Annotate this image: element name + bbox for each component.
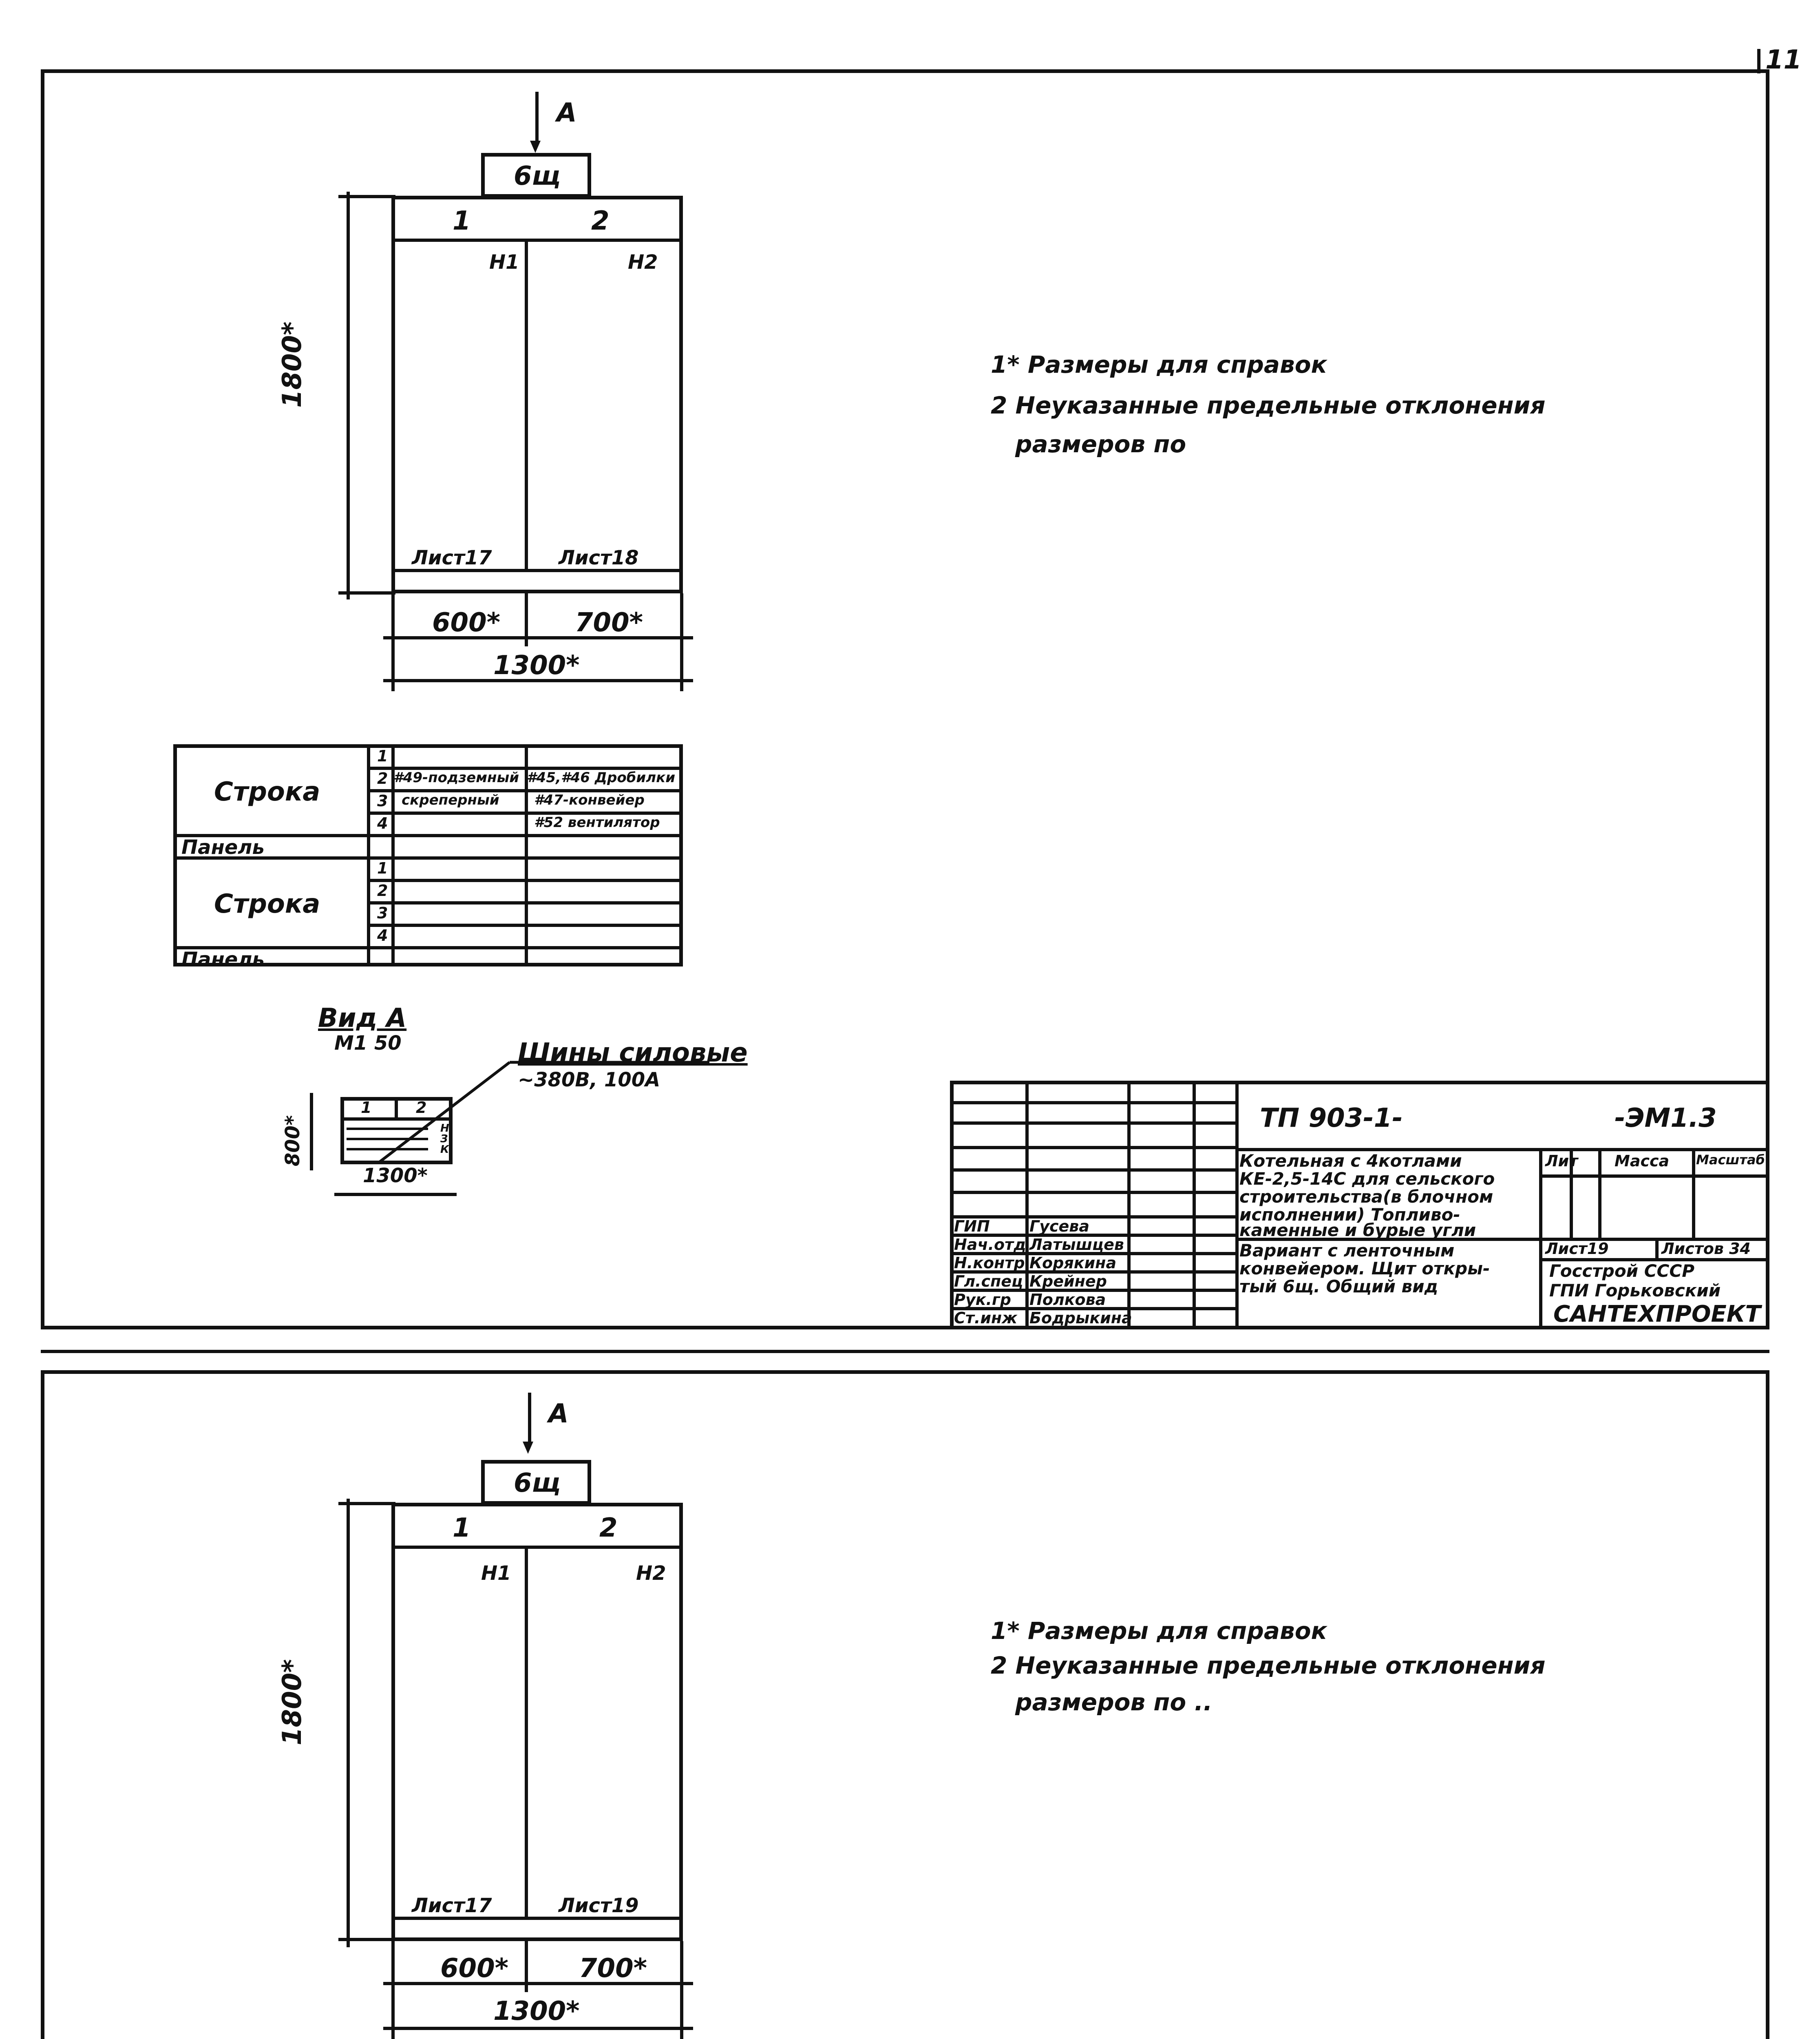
sheet-1-row-num: 2: [377, 882, 388, 900]
sheet-1-tb-role: Гл.спец: [954, 1272, 1023, 1290]
sheet-1-row-num: 1: [377, 747, 388, 765]
sheet-1-tb-desc: конвейером. Щит откры-: [1239, 1258, 1490, 1278]
sheet-1-va-width: 1300*: [363, 1164, 428, 1187]
sheet-1-tb-name: Гусева: [1029, 1217, 1089, 1235]
sheet-1-tb-name: Полкова: [1029, 1291, 1106, 1309]
sheet-1-note-1: 1* Размеры для справок: [991, 351, 1327, 378]
sheet-1-note-3: размеров по: [1015, 430, 1186, 458]
sheet-1-tb-desc: строительства(в блочном: [1239, 1187, 1493, 1207]
sheet-1-tb-org2: ГПИ Горьковский: [1549, 1280, 1721, 1300]
sheet-1-tb-sheet-code: -ЭМ1.3: [1615, 1103, 1717, 1133]
sheet-1-tb-role: Нач.отд: [954, 1236, 1026, 1254]
sheet-1-tb-org1: Госстрой СССР: [1549, 1261, 1694, 1281]
sheet-1-tb-code: ТП 903-1-: [1260, 1103, 1403, 1133]
sheet-1-tb-name: Корякина: [1029, 1254, 1117, 1272]
sheet-1-va-letter: К: [440, 1143, 449, 1156]
sheet-1-dim-600: 600*: [432, 608, 501, 638]
sheet-1-va-col1: 1: [361, 1099, 372, 1117]
sheet-1-panel-name: 6щ: [514, 161, 561, 191]
sheet-1-tb-list: Лист19: [1545, 1240, 1609, 1258]
sheet-1-va-col2: 2: [416, 1099, 427, 1117]
sheet-1-view-a-scale: М1 50: [334, 1032, 402, 1055]
sheet-1-row-label-4: Панель: [181, 948, 265, 971]
sheet-1-tb-name: Латышцев: [1029, 1236, 1124, 1254]
sheet-1-tb-name: Бодрыкина: [1029, 1309, 1132, 1327]
sheet-1-tb-desc: Вариант с ленточным: [1239, 1241, 1455, 1261]
sheet-2-note-2: 2 Неуказанные предельные отклонения: [991, 1652, 1546, 1679]
sheet-1-col1: 1: [453, 206, 471, 236]
sheet-2-dim-1300: 1300*: [493, 1996, 580, 2026]
sheet-2-sheet-left: Лист17: [412, 1894, 492, 1917]
sheet-1-tb-role: Рук.гр: [954, 1291, 1011, 1309]
sheet-1-dim-700: 700*: [575, 608, 643, 638]
sheet-1-va-height: 800*: [281, 1115, 304, 1166]
sheet-1-tb-desc: тый 6щ. Общий вид: [1239, 1276, 1438, 1296]
sheet-1-row-label-1: Строка: [214, 777, 320, 807]
sheet-1-tb-mass: Масса: [1615, 1152, 1670, 1170]
sheet-1-row-cell: #49-подземный: [393, 770, 519, 786]
sheet-1-tb-role: Ст.инж: [954, 1309, 1018, 1327]
sheet-2-note-1: 1* Размеры для справок: [991, 1617, 1327, 1645]
sheet-1-bus-label: Шины силовые: [518, 1038, 748, 1068]
sheet-1-va-letter: Н: [440, 1122, 449, 1134]
sheet-1-tb-name: Крейнер: [1029, 1272, 1107, 1290]
sheet-1-bus-leader: [379, 1062, 510, 1162]
sheet-1-row-num: 3: [377, 904, 388, 922]
sheet-1-tb-scale: Масштаб: [1696, 1152, 1765, 1168]
sheet-2-note-3: размеров по ..: [1015, 1688, 1213, 1716]
sheet-1-va-letter: З: [440, 1133, 448, 1145]
sheet-1-tb-desc: исполнении) Топливо-: [1239, 1205, 1460, 1225]
sheet-2-view-arrow-head: [523, 1442, 533, 1454]
sheet-1-dim-1300: 1300*: [493, 650, 580, 681]
sheet-1-row-num: 3: [377, 792, 388, 810]
sheet-1-height-dim: 1800*: [277, 321, 307, 408]
sheet-1-row-num: 4: [377, 927, 388, 944]
sheet-1-h1: Н1: [489, 251, 519, 274]
sheet-2-col2: 2: [599, 1513, 618, 1543]
sheet-1-row-num: 1: [377, 859, 388, 877]
page-number: 11: [1765, 45, 1802, 75]
sheet-1-tb-role: ГИП: [954, 1217, 990, 1235]
sheet-1-tb-lit: Лит: [1545, 1152, 1578, 1170]
sheet-1-note-2: 2 Неуказанные предельные отклонения: [991, 391, 1546, 419]
sheet-1-row-cell: скреперный: [402, 792, 499, 808]
sheet-1-row-label-3: Строка: [214, 889, 320, 919]
sheet-2-col1: 1: [453, 1513, 471, 1543]
sheet-1-tb-lists: Листов 34: [1661, 1240, 1751, 1258]
sheet-1-bus-spec: ~380В, 100А: [518, 1068, 660, 1091]
sheet-1-row-num: 2: [377, 770, 388, 787]
sheet-1-tb-org3: САНТЕХПРОЕКТ: [1553, 1301, 1761, 1327]
sheet-1-tb-role: Н.контр: [954, 1254, 1025, 1272]
sheet-1-row-num: 4: [377, 814, 388, 832]
sheet-1-tb-desc: КЕ-2,5-14С для сельского: [1239, 1169, 1495, 1189]
sheet-2-height-dim: 1800*: [277, 1659, 307, 1745]
sheet-1-h2: Н2: [628, 251, 658, 274]
sheet-1-view-a-title: Вид А: [318, 1003, 407, 1033]
sheet-2-sheet-right: Лист19: [559, 1894, 639, 1917]
sheet-2-dim-600: 600*: [440, 1953, 509, 1984]
sheet-1-row-label-2: Панель: [181, 836, 265, 859]
sheet-2-h2: Н2: [636, 1562, 666, 1585]
sheet-1-row-cell: #45,#46 Дробилки: [527, 770, 676, 786]
sheet-1-view-label: А: [557, 98, 577, 128]
sheet-1-col2: 2: [591, 206, 610, 236]
sheet-1-tb-desc: каменные и бурые угли: [1239, 1220, 1476, 1240]
sheet-2-view-label: А: [548, 1399, 569, 1429]
sheet-2-panel-name: 6щ: [514, 1468, 561, 1498]
sheet-1-tb-desc: Котельная с 4котлами: [1239, 1151, 1462, 1171]
sheet-1-row-cell: #47-конвейер: [534, 792, 645, 808]
sheet-2-dim-700: 700*: [579, 1953, 647, 1984]
sheet-1-view-arrow-head: [530, 141, 541, 153]
sheet-1-sheet-right: Лист18: [559, 546, 639, 569]
sheet-1-sheet-left: Лист17: [412, 546, 492, 569]
sheet-1-row-cell: #52 вентилятор: [534, 814, 660, 831]
sheet-2-h1: Н1: [481, 1562, 511, 1585]
